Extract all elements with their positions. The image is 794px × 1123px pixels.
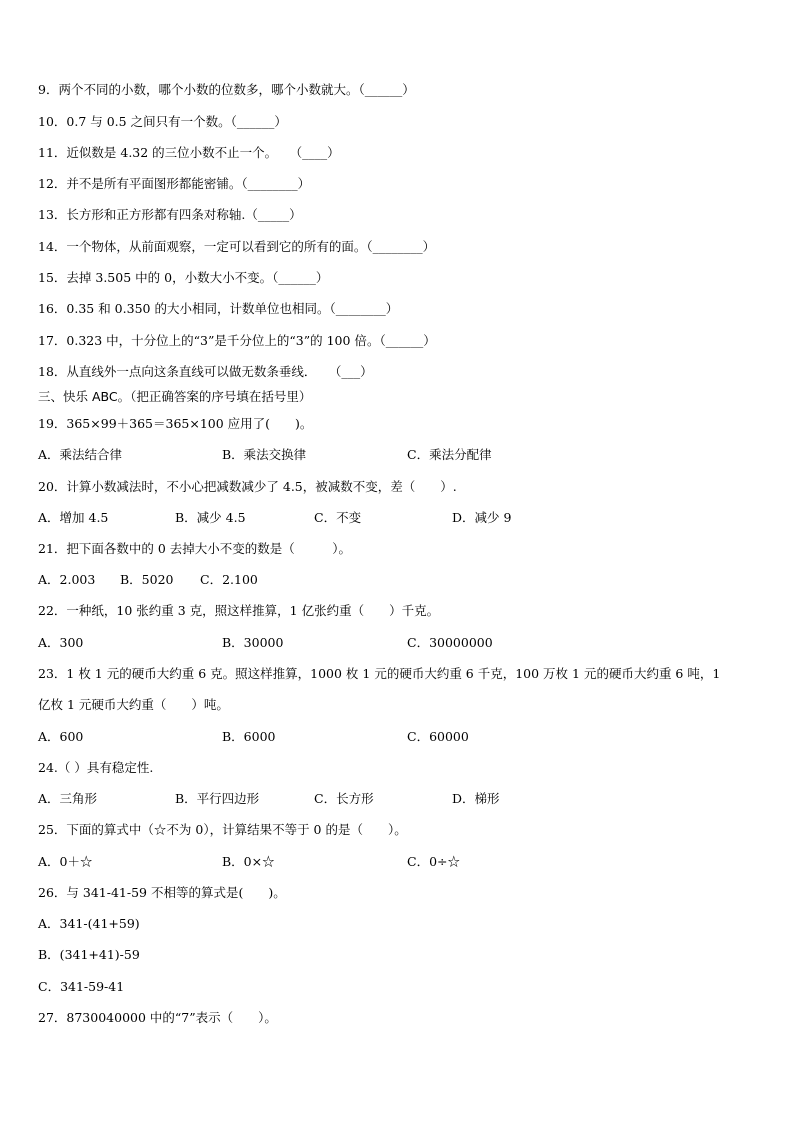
option-c: C．30000000 (407, 635, 493, 650)
option-a: A．三角形 (38, 791, 98, 806)
question-12: 12．并不是所有平面图形都能密铺。（________） (38, 176, 311, 191)
options-24 (38, 791, 758, 807)
option-a: A．2.003 (38, 572, 96, 587)
question-27: 27．8730040000 中的“7”表示（ ）。 (38, 1010, 277, 1025)
question-22: 22．一种纸，10 张约重 3 克，照这样推算，1 亿张约重（ ）千克。 (38, 603, 440, 618)
question-26: 26．与 341-41-59 不相等的算式是( )。 (38, 885, 286, 900)
option-c: C．0÷☆ (407, 854, 460, 869)
option-a: A．增加 4.5 (38, 510, 109, 525)
option-b: B．平行四边形 (175, 791, 260, 806)
option-b: B．减少 4.5 (175, 510, 246, 525)
option-a: A．300 (38, 635, 84, 650)
option-c: C．乘法分配律 (407, 447, 492, 462)
question-19: 19．365×99＋365＝365×100 应用了( )。 (38, 416, 313, 431)
section-title: 三、快乐 ABC。（把正确答案的序号填在括号里） (38, 389, 312, 404)
option-a: A．600 (38, 729, 84, 744)
option-c: C．长方形 (314, 791, 374, 806)
question-15: 15．去掉 3.505 中的 0，小数大小不变。（______） (38, 270, 329, 285)
option-b: B．(341+41)-59 (38, 947, 140, 962)
question-24: 24.（ ）具有稳定性. (38, 760, 154, 775)
question-21: 21．把下面各数中的 0 去掉大小不变的数是（ ）。 (38, 541, 352, 556)
question-9: 9．两个不同的小数，哪个小数的位数多，哪个小数就大。（______） (38, 82, 415, 97)
question-23: 23．1 枚 1 元的硬币大约重 6 克。照这样推算，1000 枚 1 元的硬币大约重 6 千克，100 万枚 1 元的硬币大约重 6 吨，1 (38, 666, 721, 681)
option-b: B．6000 (222, 729, 276, 744)
options-21 (38, 572, 758, 588)
option-c: C．60000 (407, 729, 469, 744)
question-13: 13．长方形和正方形都有四条对称轴.（_____） (38, 207, 302, 222)
option-b: B．0×☆ (222, 854, 275, 869)
options-25 (38, 854, 758, 870)
options-20 (38, 510, 758, 526)
options-19 (38, 447, 758, 463)
question-16: 16．0.35 和 0.350 的大小相同，计数单位也相同。（________） (38, 301, 399, 316)
question-17: 17．0.323 中，十分位上的“3”是千分位上的“3”的 100 倍。（______） (38, 333, 436, 348)
option-c: C．2.100 (200, 572, 258, 587)
option-c: C．341-59-41 (38, 979, 125, 994)
option-b: B．30000 (222, 635, 284, 650)
option-d: D．减少 9 (452, 510, 512, 525)
option-a: A．341-(41+59) (38, 916, 140, 931)
question-23-continued: 亿枚 1 元硬币大约重（ ）吨。 (38, 697, 229, 712)
question-14: 14．一个物体，从前面观察，一定可以看到它的所有的面。（________） (38, 239, 436, 254)
option-c: C．不变 (314, 510, 362, 525)
option-b: B．5020 (120, 572, 174, 587)
options-22 (38, 635, 758, 651)
question-18: 18．从直线外一点向这条直线可以做无数条垂线． （___） (38, 364, 373, 379)
question-11: 11．近似数是 4.32 的三位小数不止一个。 （____） (38, 145, 340, 160)
option-a: A．0＋☆ (38, 854, 93, 869)
options-23 (38, 729, 758, 745)
option-d: D．梯形 (452, 791, 500, 806)
option-b: B．乘法交换律 (222, 447, 307, 462)
option-a: A．乘法结合律 (38, 447, 123, 462)
question-25: 25．下面的算式中（☆不为 0），计算结果不等于 0 的是（ ）。 (38, 822, 407, 837)
question-10: 10．0.7 与 0.5 之间只有一个数。（______） (38, 114, 287, 129)
question-20: 20．计算小数减法时，不小心把减数减少了 4.5，被减数不变，差（ ）. (38, 479, 457, 494)
